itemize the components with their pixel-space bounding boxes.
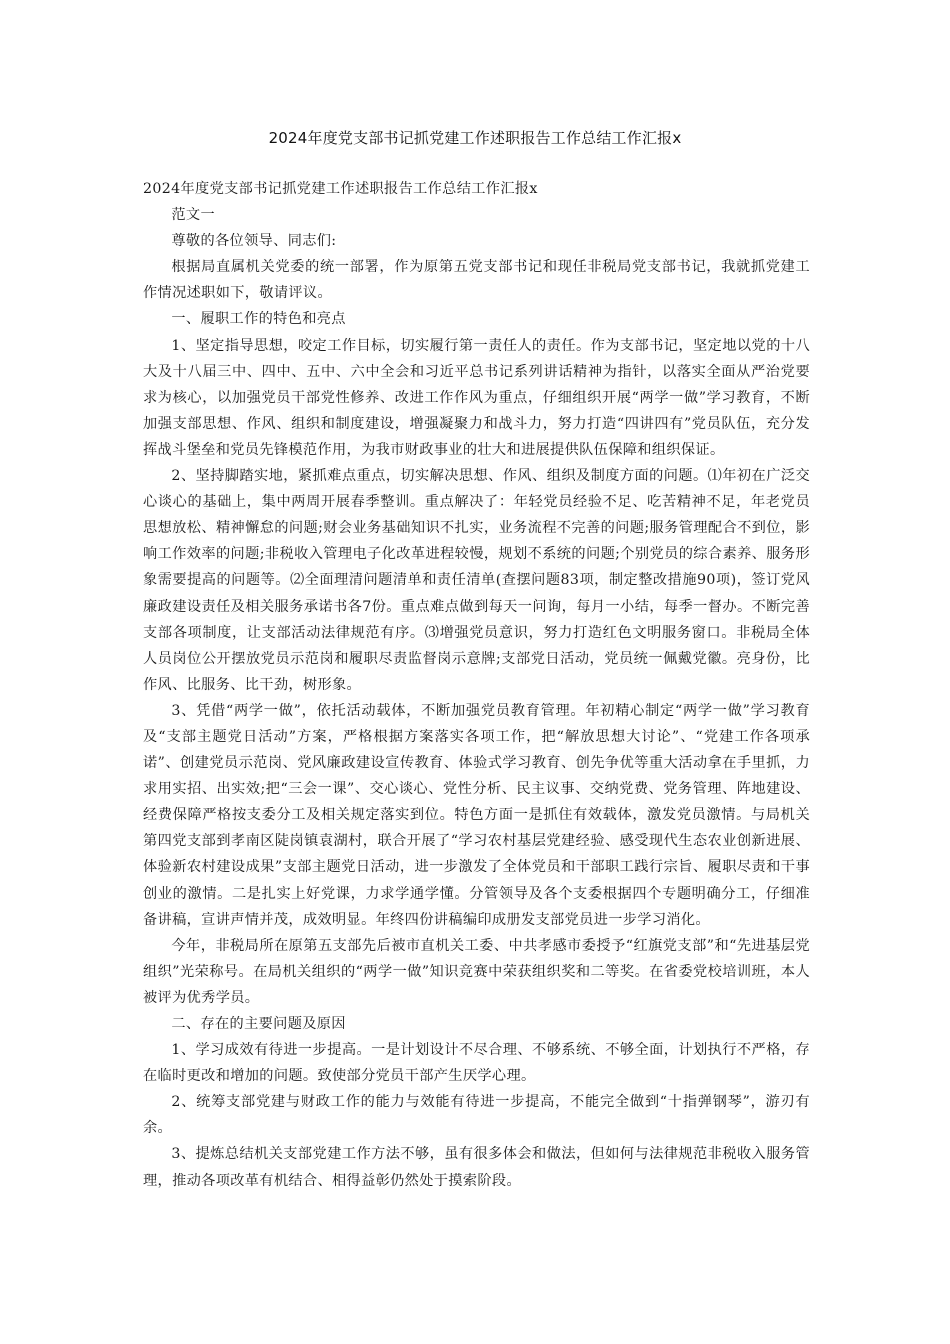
- section-heading-2: 二、存在的主要问题及原因: [171, 1016, 346, 1032]
- salutation: 尊敬的各位领导、同志们:: [171, 233, 337, 250]
- sample-label: 范文一: [171, 207, 216, 224]
- paragraph-problem-1: 1、学习成效有待进一步提高。一是计划设计不尽合理、不够系统、不够全面，计划执行不严格，存在临时更改和增加的问题。致使部分党员干部产生厌学心理。: [143, 1042, 810, 1085]
- paragraph-item-3: 3、凭借“两学一做”，依托活动载体，不断加强党员教育管理。年初精心制定“两学一做”学习教育及“支部主题党日活动”方案，严格根据方案落实各项工作，把“解放思想大讨论”、“党建工作各项承诺”、创建党员示范岗、党风廉政建设宣传教育、体验式学习教育、创先争优等重大活动拿在手里抓，力求用实招、出实效;把“三会一课”、交心谈心、党性分析、民主议事、交纳党费、党务管理、阵地建设、经费保障严格按支委分工及相关规定落实到位。特色方面一是抓住有效载体，激发党员激情。与局机关第四党支部到孝南区陡岗镇袁湖村，联合开展了“学习农村基层党建经验、感受现代生态农业创新进展、体验新农村建设成果”支部主题党日活动，进一步激发了全体党员和干部职工践行宗旨、履职尽责和干事创业的激情。二是扎实上好党课，力求学通学懂。分管领导及各个支委根据四个专题明确分工，仔细准备讲稿，宣讲声情并茂，成效明显。年终四份讲稿编印成册发支部党员进一步学习消化。: [143, 702, 810, 928]
- document-body: [143, 176, 810, 1194]
- paragraph-achievements: 今年，非税局所在原第五支部先后被市直机关工委、中共孝感市委授予“红旗党支部”和“先进基层党组织”光荣称号。在局机关组织的“两学一做”知识竞赛中荣获组织奖和二等奖。在省委党校培训班，本人被评为优秀学员。: [143, 937, 810, 1006]
- paragraph-item-1: 1、坚定指导思想，咬定工作目标，切实履行第一责任人的责任。作为支部书记，坚定地以党的十八大及十八届三中、四中、五中、六中全会和习近平总书记系列讲话精神为指针，以落实全面从严治党要求为核心，以加强党员干部党性修养、改进工作作风为重点，仔细组织开展“两学一做”学习教育，不断加强支部思想、作风、组织和制度建设，增强凝聚力和战斗力，努力打造“四讲四有”党员队伍，充分发挥战斗堡垒和党员先锋模范作用，为我市财政事业的壮大和进展提供队伍保障和组织保证。: [143, 337, 810, 458]
- paragraph-problem-2: 2、统筹支部党建与财政工作的能力与效能有待进一步提高，不能完全做到“十指弹钢琴”，游刃有余。: [143, 1094, 810, 1137]
- paragraph-item-2: 2、坚持脚踏实地，紧抓难点重点，切实解决思想、作风、组织及制度方面的问题。⑴年初在广泛交心谈心的基础上，集中两周开展春季整训。重点解决了：年轻党员经验不足、吃苦精神不足，年老党员思想放松、精神懈怠的问题;财会业务基础知识不扎实，业务流程不完善的问题;服务管理配合不到位，影响工作效率的问题;非税收入管理电子化改革进程较慢，规划不系统的问题;个别党员的综合素养、服务形象需要提高的问题等。⑵全面理清问题清单和责任清单(查摆问题83项，制定整改措施90项)，签订党风廉政建设责任及相关服务承诺书各7份。重点难点做到每天一问询，每月一小结，每季一督办。不断完善支部各项制度，让支部活动法律规范有序。⑶增强党员意识，努力打造红色文明服务窗口。非税局全体人员岗位公开摆放党员示范岗和履职尽责监督岗示意牌;支部党日活动，党员统一佩戴党徽。亮身份，比作风、比服务、比干劲，树形象。: [143, 468, 810, 693]
- section-heading-1: 一、履职工作的特色和亮点: [171, 311, 346, 328]
- paragraph-problem-3: 3、提炼总结机关支部党建工作方法不够，虽有很多体会和做法，但如何与法律规范非税收入服务管理，推动各项改革有机结合、相得益彰仍然处于摸索阶段。: [143, 1146, 810, 1189]
- document-title: 2024年度党支部书记抓党建工作述职报告工作总结工作汇报x: [268, 129, 682, 147]
- body-heading: 2024年度党支部书记抓党建工作述职报告工作总结工作汇报x: [143, 181, 538, 197]
- paragraph-intro: 根据局直属机关党委的统一部署，作为原第五党支部书记和现任非税局党支部书记，我就抓党建工作情况述职如下，敬请评议。: [143, 259, 810, 302]
